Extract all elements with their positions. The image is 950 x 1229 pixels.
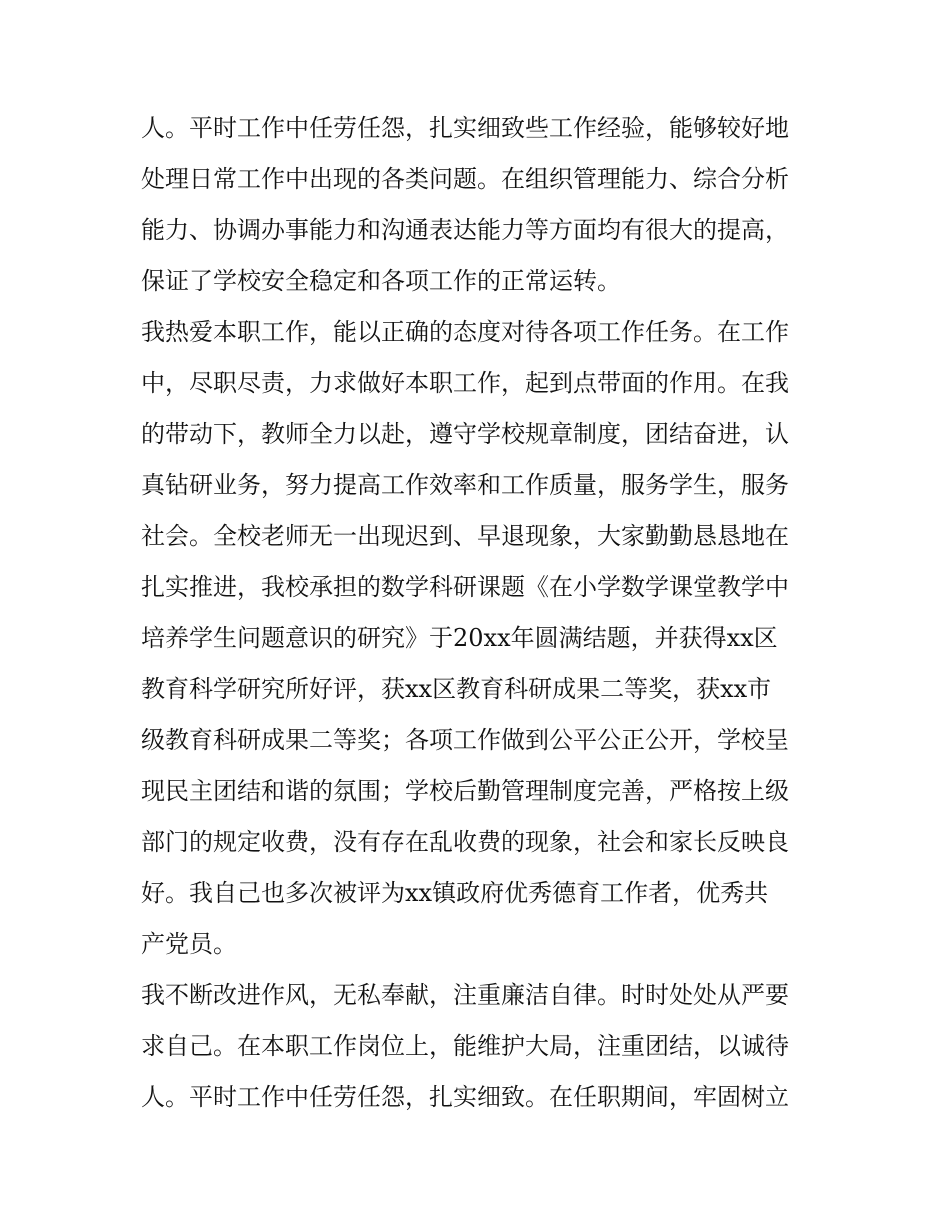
text-line: 保证了学校安全稳定和各项工作的正常运转。 bbox=[141, 267, 621, 295]
text-line: 级教育科研成果二等奖；各项工作做到公平公正公开，学校呈 bbox=[141, 726, 789, 754]
text-line: 求自己。在本职工作岗位上，能维护大局，注重团结，以诚待 bbox=[141, 1032, 789, 1060]
text-line: 我不断改进作风，无私奉献，注重廉洁自律。时时处处从严要 bbox=[141, 981, 789, 1009]
body-text bbox=[141, 103, 821, 1123]
text-line: 产党员。 bbox=[141, 930, 237, 958]
text-line: 人。平时工作中任劳任怨，扎实细致些工作经验，能够较好地 bbox=[141, 114, 789, 142]
text-line: 好。我自己也多次被评为xx镇政府优秀德育工作者，优秀共 bbox=[141, 879, 769, 907]
text-line: 扎实推进，我校承担的数学科研课题《在小学数学课堂教学中 bbox=[141, 573, 789, 601]
text-line: 能力、协调办事能力和沟通表达能力等方面均有很大的提高， bbox=[141, 216, 789, 244]
text-line: 的带动下，教师全力以赴，遵守学校规章制度，团结奋进，认 bbox=[141, 420, 789, 448]
text-line: 真钻研业务，努力提高工作效率和工作质量，服务学生，服务 bbox=[141, 471, 789, 499]
text-line: 处理日常工作中出现的各类问题。在组织管理能力、综合分析 bbox=[141, 165, 789, 193]
text-line: 现民主团结和谐的氛围；学校后勤管理制度完善，严格按上级 bbox=[141, 777, 789, 805]
text-line: 教育科学研究所好评，获xx区教育科研成果二等奖，获xx市 bbox=[141, 675, 772, 703]
text-line: 中，尽职尽责，力求做好本职工作，起到点带面的作用。在我 bbox=[141, 369, 789, 397]
text-line: 部门的规定收费，没有存在乱收费的现象，社会和家长反映良 bbox=[141, 828, 789, 856]
text-line: 培养学生问题意识的研究》于20xx年圆满结题，并获得xx区 bbox=[141, 624, 778, 652]
text-line: 社会。全校老师无一出现迟到、早退现象，大家勤勤恳恳地在 bbox=[141, 522, 789, 550]
text-line: 人。平时工作中任劳任怨，扎实细致。在任职期间，牢固树立 bbox=[141, 1083, 789, 1111]
text-line: 我热爱本职工作，能以正确的态度对待各项工作任务。在工作 bbox=[141, 318, 789, 346]
